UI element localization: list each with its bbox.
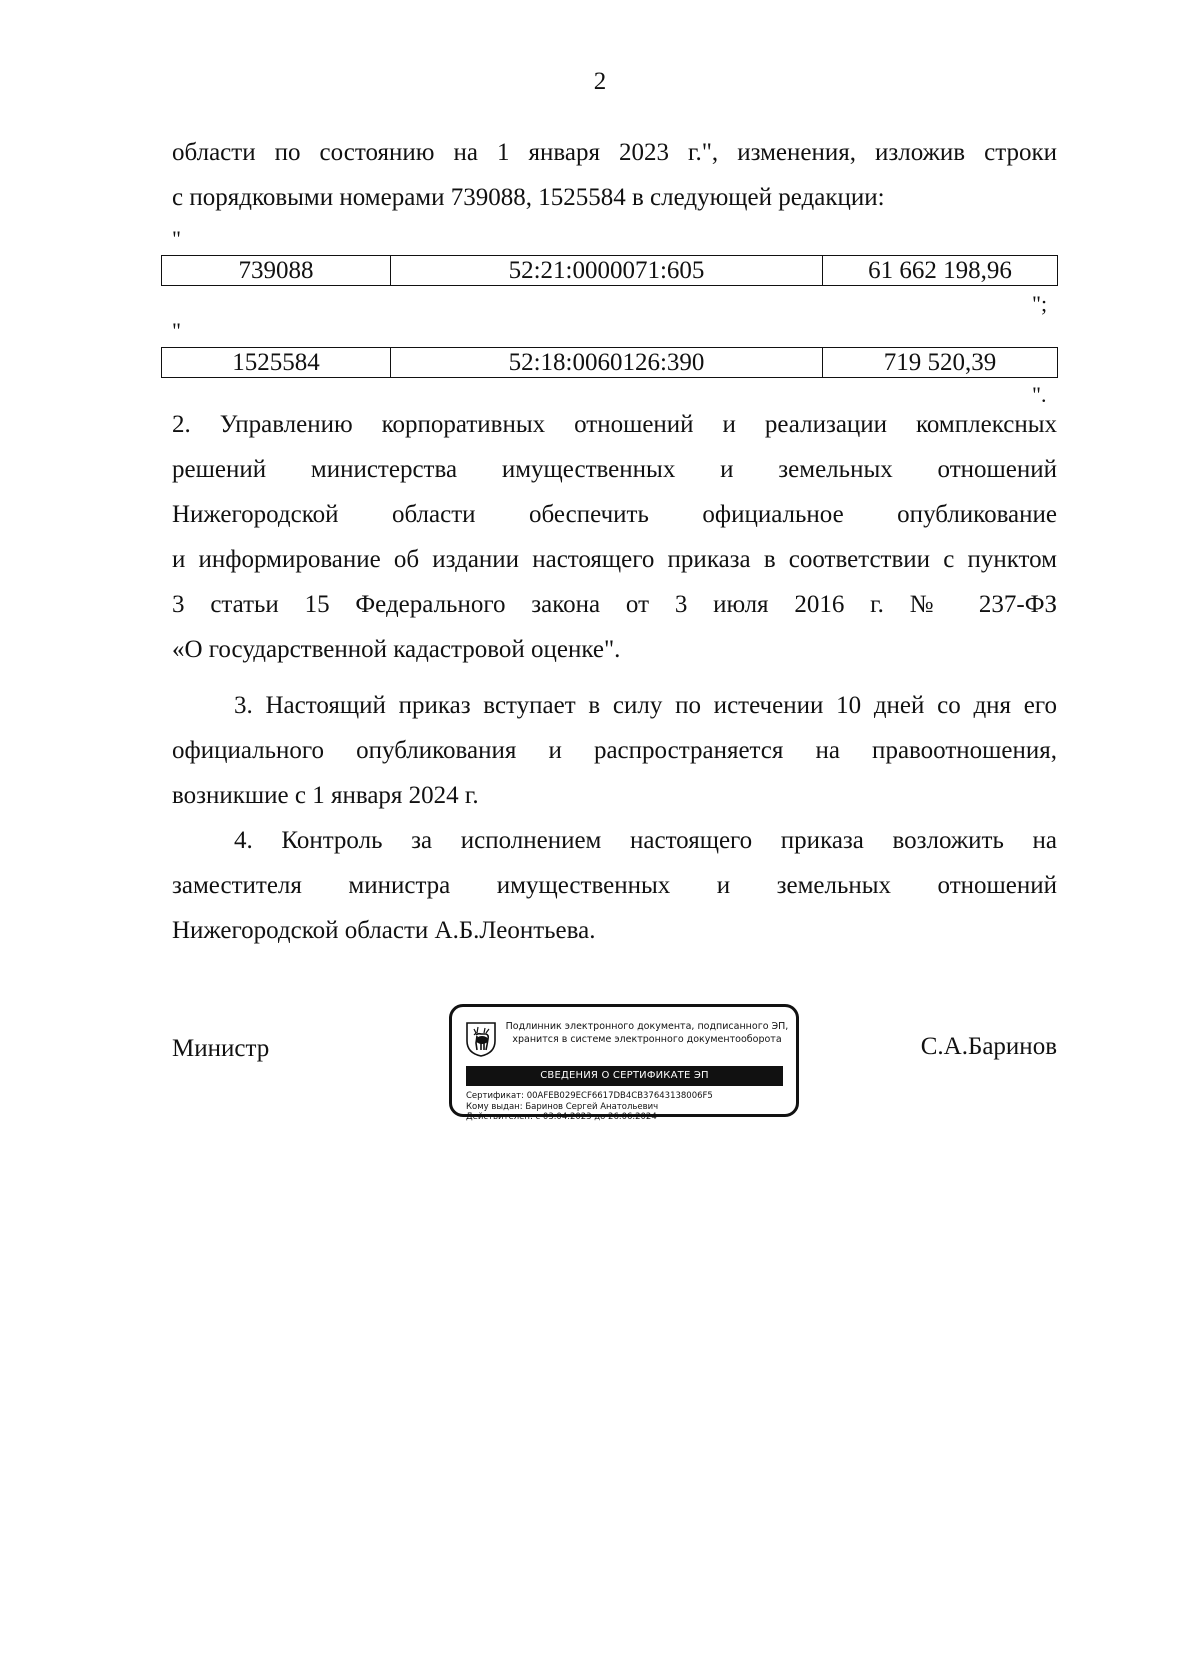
- table-row: [162, 348, 1058, 378]
- cadastral-value: 61 662 198,96: [823, 256, 1058, 286]
- signatory-position: Министр: [172, 1035, 270, 1062]
- paragraph-2-line-2: решений министерства имущественных и земельных отношений: [172, 456, 1057, 483]
- stamp-note: [502, 1020, 792, 1046]
- paragraph-3-line-1: 3. Настоящий приказ вступает в силу по истечении 10 дней со дня его: [234, 692, 1057, 719]
- row-number: 1525584: [162, 348, 391, 378]
- replacement-row-table-2: [161, 347, 1058, 378]
- paragraph-3-line-2: официального опубликования и распространяется на правоотношения,: [172, 737, 1057, 764]
- signatory-name: С.А.Баринов: [920, 1033, 1057, 1060]
- stamp-note-line-2: хранится в системе электронного документооборота: [512, 1034, 782, 1045]
- certificate-info: [466, 1091, 713, 1123]
- paragraph-2-line-4: и информирование об издании настоящего приказа в соответствии с пунктом: [172, 546, 1057, 573]
- cadastral-number: 52:21:0000071:605: [391, 256, 823, 286]
- issued-to-value: Баринов Сергей Анатольевич: [525, 1101, 659, 1112]
- coat-of-arms-deer-icon: [465, 1021, 497, 1057]
- table-row: [162, 256, 1058, 286]
- paragraph-2-line-1: 2. Управлению корпоративных отношений и реализации комплексных: [172, 411, 1057, 438]
- certificate-header: СВЕДЕНИЯ О СЕРТИФИКАТЕ ЭП: [466, 1066, 783, 1086]
- quote-close-2: ".: [1032, 382, 1047, 407]
- page-number: 2: [593, 68, 607, 95]
- paragraph-2-line-5: 3 статьи 15 Федерального закона от 3 июля 2016 г. № 237-ФЗ: [172, 591, 1057, 618]
- paragraph-4-line-1: 4. Контроль за исполнением настоящего приказа возложить на: [234, 827, 1057, 854]
- cadastral-number: 52:18:0060126:390: [391, 348, 823, 378]
- stamp-note-line-1: Подлинник электронного документа, подписанного ЭП,: [505, 1021, 789, 1032]
- quote-open-1: ": [172, 226, 181, 251]
- paragraph-2-line-3: Нижегородской области обеспечить официальное опубликование: [172, 501, 1057, 528]
- issued-to-label: Кому выдан:: [466, 1101, 523, 1112]
- paragraph-2-line-6: «О государственной кадастровой оценке".: [172, 636, 621, 663]
- certificate-value: 00AFEB029ECF6617DB4CB37643138006F5: [526, 1091, 713, 1101]
- valid-value: с 03.04.2023 до 26.06.2024: [535, 1112, 657, 1122]
- quote-open-2: ": [172, 318, 181, 343]
- replacement-row-table-1: [161, 255, 1058, 286]
- valid-label: Действителен:: [466, 1112, 533, 1122]
- quote-close-1: ";: [1032, 291, 1048, 316]
- electronic-signature-stamp: [449, 1004, 799, 1122]
- certificate-label: Сертификат:: [466, 1091, 524, 1101]
- row-number: 739088: [162, 256, 391, 286]
- paragraph-4-line-3: Нижегородской области А.Б.Леонтьева.: [172, 917, 596, 944]
- cadastral-value: 719 520,39: [823, 348, 1058, 378]
- paragraph-3-line-3: возникшие с 1 января 2024 г.: [172, 782, 479, 809]
- intro-line-2: с порядковыми номерами 739088, 1525584 в следующей редакции:: [172, 184, 885, 211]
- intro-line-1: области по состоянию на 1 января 2023 г.", изменения, изложив строки: [172, 139, 1057, 166]
- paragraph-4-line-2: заместителя министра имущественных и земельных отношений: [172, 872, 1057, 899]
